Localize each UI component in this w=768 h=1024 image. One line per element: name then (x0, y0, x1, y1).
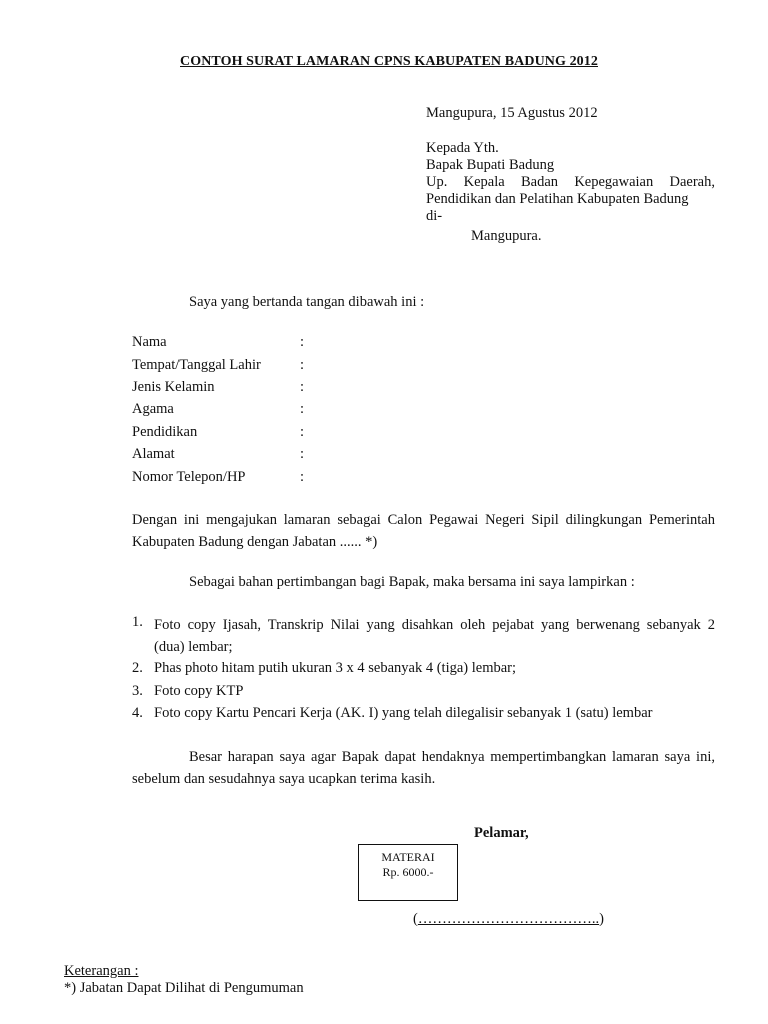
application-paragraph (132, 509, 715, 553)
paragraph-line: sebelum dan sesudahnya saya ucapkan terima kasih. (132, 771, 436, 787)
field-colon: : (300, 357, 305, 373)
signer-label: Pelamar, (474, 825, 529, 841)
field-label: Nomor Telepon/HP (132, 469, 246, 485)
paragraph-line: Kabupaten Badung dengan Jabatan ...... *) (132, 534, 378, 550)
paragraph-line: Dengan ini mengajukan lamaran sebagai Calon Pegawai Negeri Sipil dilingkungan Pemerintah (132, 512, 715, 528)
place-date: Mangupura, 15 Agustus 2012 (426, 105, 598, 121)
note-label: Keterangan : (64, 963, 139, 979)
recipient-line: Pendidikan dan Pelatihan Kabupaten Badung (426, 191, 689, 207)
recipient-line: Kepada Yth. (426, 140, 499, 156)
list-item: Phas photo hitam putih ukuran 3 x 4 sebanyak 4 (tiga) lembar; (154, 660, 517, 676)
field-colon: : (300, 469, 305, 485)
recipient-line: di- (426, 208, 443, 224)
list-number: 2. (132, 660, 143, 676)
signature-open: ( (413, 911, 418, 927)
recipient-line: Bapak Bupati Badung (426, 157, 555, 173)
list-item-line: Foto copy Ijasah, Transkrip Nilai yang disahkan oleh pejabat yang berwenang sebanyak 2 (154, 617, 715, 633)
field-label: Jenis Kelamin (132, 379, 215, 395)
list-item (154, 614, 715, 658)
field-colon: : (300, 379, 305, 395)
paragraph-line: Besar harapan saya agar Bapak dapat hendaknya mempertimbangkan lamaran saya ini, (189, 749, 715, 765)
field-colon: : (300, 446, 305, 462)
field-label: Pendidikan (132, 424, 198, 440)
field-label: Tempat/Tanggal Lahir (132, 357, 261, 373)
letter-title: CONTOH SURAT LAMARAN CPNS KABUPATEN BADUNG 2012 (180, 54, 598, 69)
footnote: *) Jabatan Dapat Dilihat di Pengumuman (64, 980, 304, 996)
stamp-duty-box (358, 844, 458, 901)
field-colon: : (300, 424, 305, 440)
list-item: Foto copy Kartu Pencari Kerja (AK. I) yang telah dilegalisir sebanyak 1 (satu) lembar (154, 705, 653, 721)
field-label: Alamat (132, 446, 175, 462)
closing-paragraph (132, 746, 715, 790)
list-number: 1. (132, 614, 143, 630)
attachment-intro: Sebagai bahan pertimbangan bagi Bapak, maka bersama ini saya lampirkan : (189, 574, 635, 590)
signature-line (413, 911, 604, 928)
list-number: 4. (132, 705, 143, 721)
field-colon: : (300, 401, 305, 417)
field-colon: : (300, 334, 305, 350)
list-item: Foto copy KTP (154, 683, 244, 699)
signature-close: ) (599, 911, 604, 927)
stamp-duty-line: MATERAI (381, 850, 435, 864)
signature-dots: ……………………………….. (417, 911, 600, 927)
list-item-line: (dua) lembar; (154, 639, 233, 655)
field-label: Agama (132, 401, 174, 417)
stamp-duty-line: Rp. 6000.- (382, 865, 434, 879)
recipient-city: Mangupura. (471, 228, 542, 244)
field-label: Nama (132, 334, 167, 350)
recipient-line: Up. Kepala Badan Kepegawaian Daerah, (426, 174, 715, 190)
opening-sentence: Saya yang bertanda tangan dibawah ini : (189, 294, 425, 310)
list-number: 3. (132, 683, 143, 699)
